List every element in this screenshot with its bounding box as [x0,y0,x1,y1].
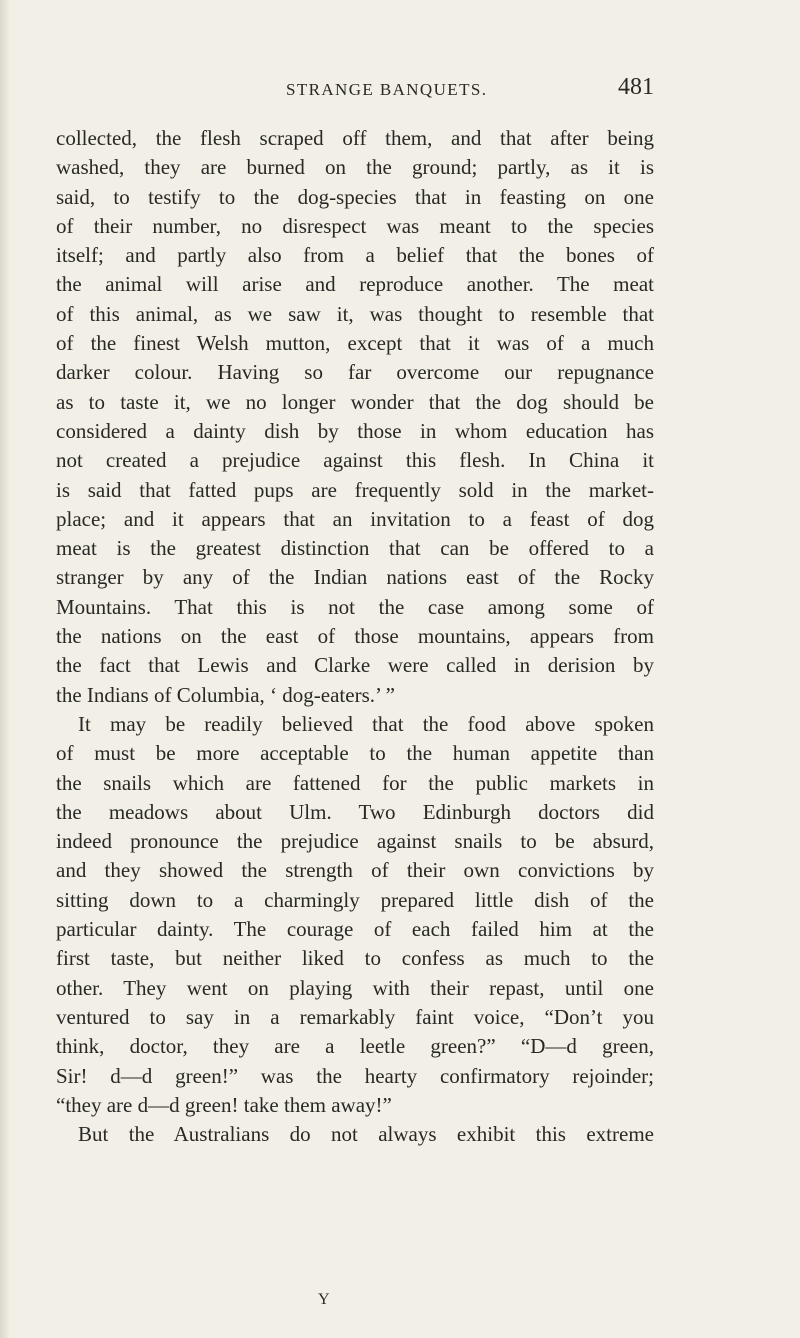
text-line: as to taste it, we no longer wonder that the dog should be [56,389,654,414]
text-line: Mountains. That this is not the case among some of [56,594,654,619]
text-line: think, doctor, they are a leetle green?” “D—d green, [56,1034,654,1059]
text-line: of must be more acceptable to the human appetite than [56,741,654,766]
text-line: not created a prejudice against this flesh. In China it [56,448,654,473]
signature-mark: Y [318,1291,330,1308]
text-line: indeed pronounce the prejudice against snails to be absurd, [56,829,654,854]
text-line: It may be readily believed that the food above spoken [78,711,654,736]
text-line: considered a dainty dish by those in whom education has [56,418,654,443]
text-line: particular dainty. The courage of each failed him at the [56,917,654,942]
text-line: collected, the flesh scraped off them, and that after being [56,126,654,150]
text-line: darker colour. Having so far overcome our repugnance [56,360,654,385]
text-line: the nations on the east of those mountains, appears from [56,624,654,649]
text-line: the snails which are fattened for the public markets in [56,770,654,795]
text-line: stranger by any of the Indian nations east of the Rocky [56,565,654,590]
running-head [56,72,654,104]
text-line: is said that fatted pups are frequently sold in the market- [56,477,654,502]
text-line: But the Australians do not always exhibit this extreme [78,1122,654,1147]
text-line: of their number, no disrespect was meant to the species [56,213,654,238]
page-number: 481 [618,74,654,100]
text-line: the animal will arise and reproduce another. The meat [56,272,654,297]
text-line: Sir! d—d green!” was the hearty confirmatory rejoinder; [56,1063,654,1088]
text-line: ventured to say in a remarkably faint voice, “Don’t you [56,1004,654,1029]
text-line: place; and it appears that an invitation to a feast of dog [56,506,654,531]
text-line: the meadows about Ulm. Two Edinburgh doctors did [56,799,654,824]
text-line: sitting down to a charmingly prepared little dish of the [56,887,654,912]
text-line: and they showed the strength of their own convictions by [56,858,654,883]
text-line: washed, they are burned on the ground; partly, as it is [56,155,654,180]
text-line: of the finest Welsh mutton, except that it was of a much [56,331,654,356]
text-line: the Indians of Columbia, ‘ dog-eaters.’ ” [56,682,396,707]
text-line: itself; and partly also from a belief that the bones of [56,243,654,268]
running-head-title: STRANGE BANQUETS. [286,80,488,99]
text-line: of this animal, as we saw it, was thought to resemble that [56,301,654,326]
text-line: “they are d—d green! take them away!” [56,1092,392,1117]
text-line: the fact that Lewis and Clarke were called in derision by [56,653,654,678]
text-line: first taste, but neither liked to confess as much to the [56,946,654,971]
text-line: said, to testify to the dog-species that in feasting on one [56,184,654,209]
page-gutter-shadow [0,0,10,1338]
text-line: other. They went on playing with their repast, until one [56,975,654,1000]
text-line: meat is the greatest distinction that can be offered to a [56,536,654,561]
body-text [56,124,654,1149]
